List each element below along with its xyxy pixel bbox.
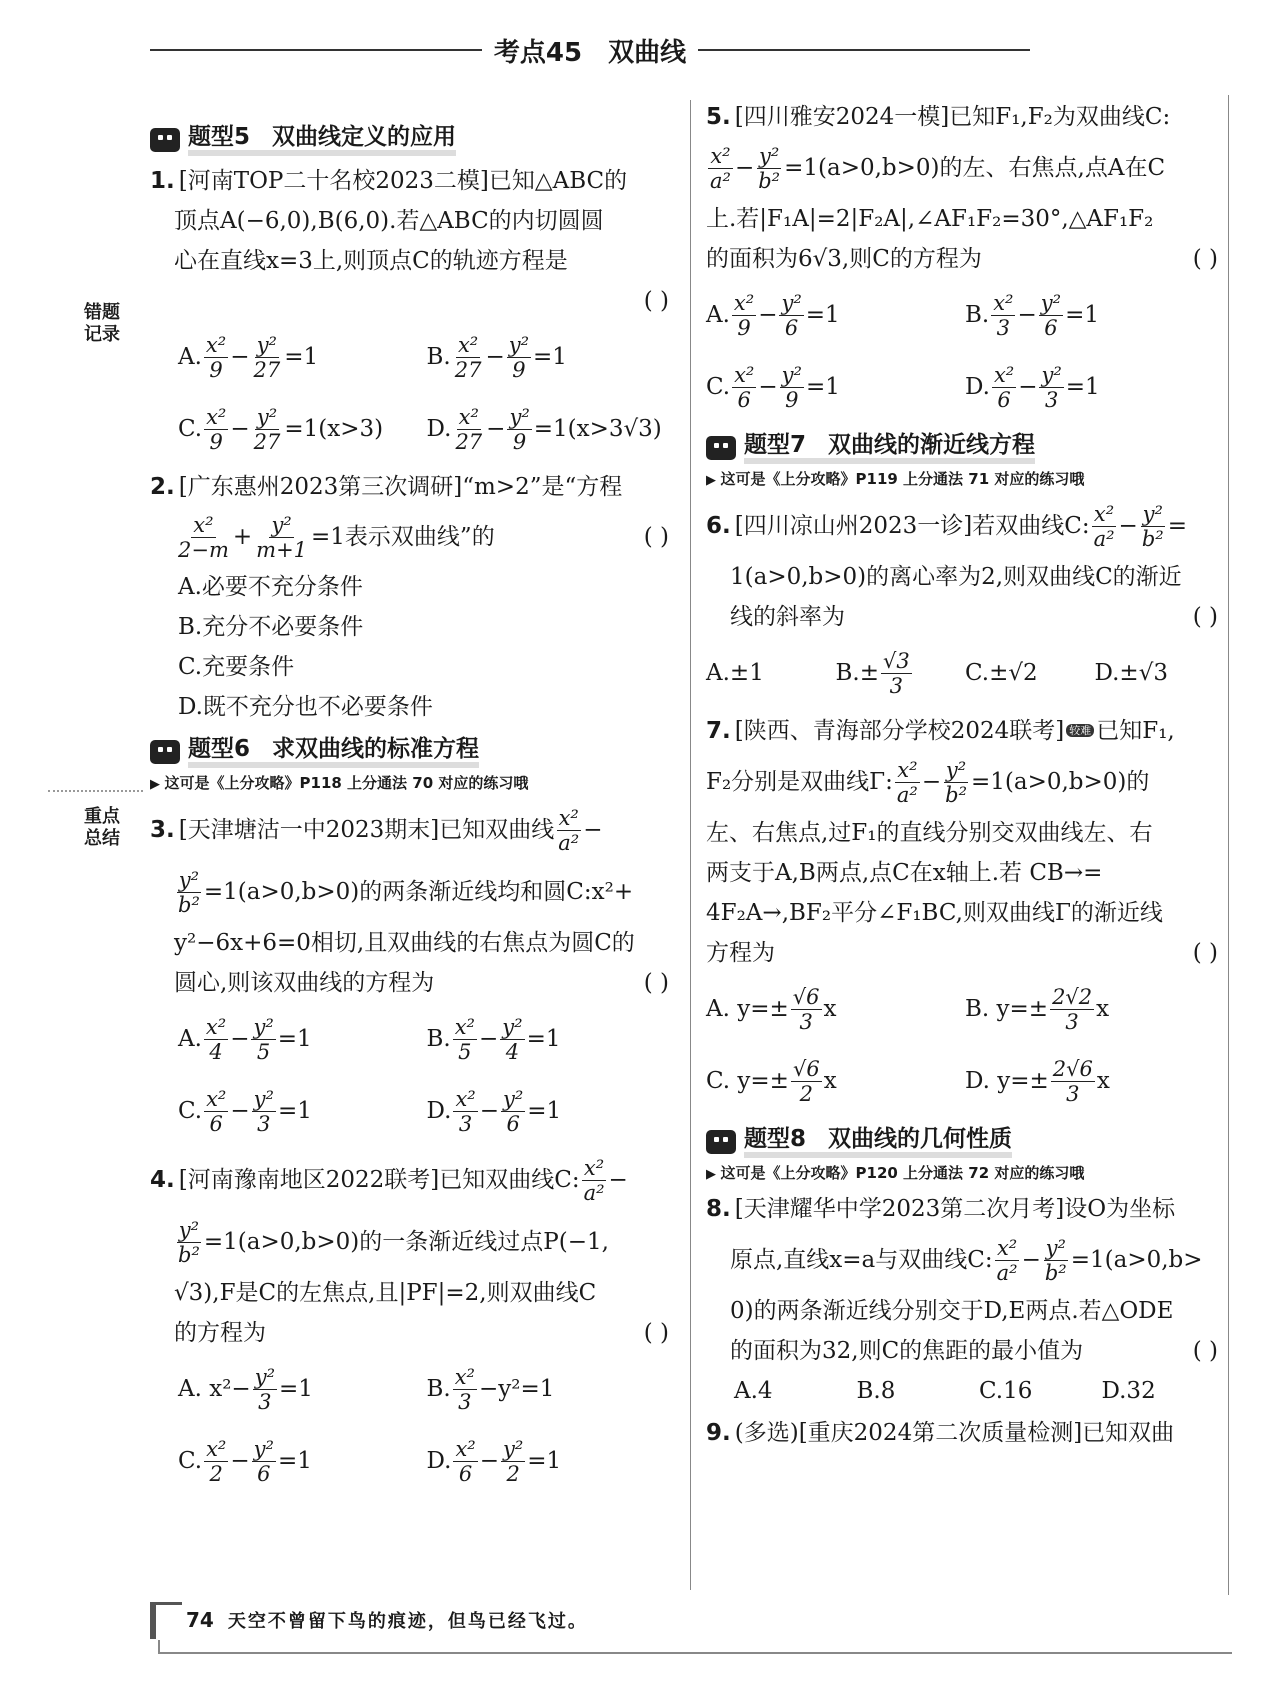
tip-line: ▶ 这可是《上分攻略》P120 上分通法 72 对应的练习哦 (706, 1161, 1224, 1187)
option-d: D.既不充分也不必要条件 (178, 694, 433, 720)
question-4: 4. [河南豫南地区2022联考]已知双曲线C: x² a² − $\frac{\text{y²}}{\text{b²}}$ =1(a>0,b>0)的一条渐近线过点P(−1, √3),F是C的左焦点,且|PF|=2,则双曲线C 的方程为 ( ) A. x²− y² 3 =1 B. x² 3 −y²=1 C. x² 2 − y² 6 =1 D. x² 6 − y² 2 =1 (150, 1149, 675, 1497)
option-c: C. x² 2 − y² 6 =1 (178, 1436, 312, 1486)
section-header-5 (150, 121, 675, 159)
option-a: A. x² 4 − y² 5 =1 (178, 1014, 312, 1064)
option-a: A.4 (734, 1378, 773, 1404)
question-9: 9. (多选)[重庆2024第二次质量检测]已知双曲 (706, 1420, 1175, 1446)
section-title: 题型6 求双曲线的标准方程 (188, 736, 479, 768)
answer-paren: ( ) (643, 1320, 669, 1346)
header-rule-left (150, 49, 482, 51)
right-column (706, 95, 1224, 1453)
answer-paren: ( ) (1192, 246, 1218, 272)
difficulty-badge: 较难 (1066, 724, 1094, 737)
option-a: A.±1 (706, 660, 764, 686)
option-c: C.充要条件 (178, 654, 295, 680)
option-d: D. x² 3 − y² 6 =1 (426, 1086, 562, 1136)
section-icon (706, 1130, 736, 1154)
section-header-8 (706, 1123, 1224, 1161)
column-divider (690, 100, 691, 1590)
option-a: A. x² 9 − y² 6 =1 (706, 290, 840, 340)
option-d: D.32 (1101, 1378, 1156, 1404)
option-c: C. x² 6 − y² 9 =1 (706, 362, 840, 412)
tip-line: ▶ 这可是《上分攻略》P119 上分通法 71 对应的练习哦 (706, 467, 1224, 493)
section-icon (150, 740, 180, 764)
page-header (150, 30, 1030, 70)
option-b: B.8 (856, 1378, 896, 1404)
question-7: 7. [陕西、青海部分学校2024联考] $^{较难}$ 已知F₁, F₂分别是双曲线Γ: x² a² − $\frac{\text{y²}}{\text{b²}}$ =1(a>0,b>0)的 左、右焦点,过F₁的直线分别交双曲线左、右 两支于A,B两点,点C在x轴上.若 CB→= 4F₂A→,BF₂平分∠F₁BC,则双曲线Γ的渐近线 方程为 ( ) A. y=± √6 3 x B. y=± 2√2 3 x C. y=± √6 2 x D. y=± 2√6 3 x (706, 711, 1224, 1117)
section-title: 题型5 双曲线定义的应用 (188, 124, 456, 156)
option-b: B. x² 5 − y² 4 =1 (426, 1014, 561, 1064)
option-a: A. y=± √6 3 x (706, 984, 837, 1034)
question-3: 3. [天津塘沽一中2023期末]已知双曲线 x² a² − $\frac{\text{y²}}{\text{b²}}$ =1(a>0,b>0)的两条渐近线均和圆C:x²+ y²−6x+6=0相切,且双曲线的右焦点为圆C的 圆心,则该双曲线的方程为 ( ) A. x² 4 − y² 5 =1 B. x² 5 − y² 4 =1 C. x² 6 − y² 3 =1 D. x² 3 − y² 6 =1 (150, 799, 675, 1147)
margin-dotted-line (48, 790, 143, 792)
option-d: D. y=± 2√6 3 x (965, 1056, 1110, 1106)
option-b: B. x² 3 − y² 6 =1 (965, 290, 1099, 340)
left-column (150, 115, 675, 1497)
option-c: C. y=± √6 2 x (706, 1056, 837, 1106)
option-d: D. x² 6 − y² 2 =1 (426, 1436, 562, 1486)
option-b: B.充分不必要条件 (178, 614, 364, 640)
answer-paren: ( ) (1192, 604, 1218, 630)
option-a: A. x²− y² 3 =1 (178, 1364, 313, 1414)
option-c: C. x² 6 − y² 3 =1 (178, 1086, 312, 1136)
option-b: B. y=± 2√2 3 x (965, 984, 1110, 1034)
bottom-frame-rule (158, 1640, 1232, 1654)
question-1: 1. [河南TOP二十名校2023二模]已知△ABC的 顶点A(−6,0),B(6,0).若△ABC的内切圆圆 心在直线x=3上,则顶点C的轨迹方程是 ( ) A. x² 9 − $\frac{\text{y²}}{27}$ =1 B. x² 27 − $\frac{\text{y²}}{9}$ =1 C. x² 9 − $\frac{\text{y²}}{27}$ =1(x>3) D. x² 27 − $\frac{\text{y²}}{9}$ =1(x>3√3) (150, 161, 675, 465)
question-6: 6. [四川凉山州2023一诊]若双曲线C: x² a² − y² b² = 1(a>0,b>0)的离心率为2,则双曲线C的渐近 线的斜率为 ( ) A.±1 B.± $\frac{√3}{3}$ C.±√2 D.±√3 (706, 495, 1224, 709)
answer-paren: ( ) (1192, 940, 1218, 966)
section-header-7 (706, 429, 1224, 467)
section-title: 题型8 双曲线的几何性质 (744, 1126, 1012, 1158)
tip-line: ▶ 这可是《上分攻略》P118 上分通法 70 对应的练习哦 (150, 771, 675, 797)
option-a: A.必要不充分条件 (178, 574, 363, 600)
option-b: B.± $\frac{√3}{3}$ (835, 648, 910, 698)
answer-paren: ( ) (643, 524, 669, 550)
question-8: 8. [天津耀华中学2023第二次月考]设O为坐标 原点,直线x=a与双曲线C: x² a² − $\frac{\text{y²}}{\text{b²}}$ =1(a>0,b> 0)的两条渐近线分别交于D,E两点.若△ODE 的面积为32,则C的焦距的最小值为 ( ) A.4 B.8 C.16 D.32 (706, 1189, 1224, 1411)
option-d: D. x² 27 − $\frac{\text{y²}}{9}$ =1(x>3√3) (426, 404, 662, 454)
option-b: B. x² 3 −y²=1 (426, 1364, 555, 1414)
option-c: C. x² 9 − $\frac{\text{y²}}{27}$ =1(x>3) (178, 404, 384, 454)
page-number: 74 (186, 1608, 214, 1632)
answer-paren: ( ) (643, 288, 669, 314)
section-title: 题型7 双曲线的渐近线方程 (744, 432, 1035, 464)
answer-paren: ( ) (1192, 1338, 1218, 1364)
footer-motto: 天空不曾留下鸟的痕迹，但鸟已经飞过。 (227, 1611, 588, 1632)
section-header-6 (150, 733, 675, 771)
margin-label-cuoti: 错题记录 (84, 302, 120, 345)
option-c: C.±√2 (965, 660, 1038, 686)
option-b: B. x² 27 − $\frac{\text{y²}}{9}$ =1 (426, 332, 567, 382)
question-2: 2. [广东惠州2023第三次调研]“m>2”是“方程 x² 2−m + $\frac{\text{y²}}{m+1}$ =1表示双曲线”的 ( ) A.必要不充分条件 B.充分不必要条件 C.充要条件 D.既不充分也不必要条件 (150, 467, 675, 727)
page-corner-mark (150, 1602, 182, 1639)
right-edge-rule (1228, 95, 1229, 1595)
header-rule-right (698, 49, 1030, 51)
section-icon (150, 128, 180, 152)
option-d: D. x² 6 − y² 3 =1 (965, 362, 1100, 412)
answer-paren: ( ) (643, 970, 669, 996)
section-icon (706, 436, 736, 460)
option-c: C.16 (979, 1378, 1033, 1404)
page-title: 考点45 双曲线 (493, 37, 687, 68)
option-d: D.±√3 (1094, 660, 1168, 686)
question-5: 5. [四川雅安2024一模]已知F₁,F₂为双曲线C: x² a² − $\frac{\text{y²}}{\text{b²}}$ =1(a>0,b>0)的左、右焦点,点A在C 上.若|F₁A|=2|F₂A|,∠AF₁F₂=30°,△AF₁F₂ 的面积为6√3,则C的方程为 ( ) A. x² 9 − y² 6 =1 B. x² 3 − y² 6 =1 C. x² 6 − y² 9 =1 D. x² 6 − y² 3 =1 (706, 97, 1224, 423)
option-a: A. x² 9 − $\frac{\text{y²}}{27}$ =1 (178, 332, 319, 382)
margin-label-zhongdian: 重点总结 (84, 806, 120, 849)
page-footer (150, 1600, 1150, 1640)
